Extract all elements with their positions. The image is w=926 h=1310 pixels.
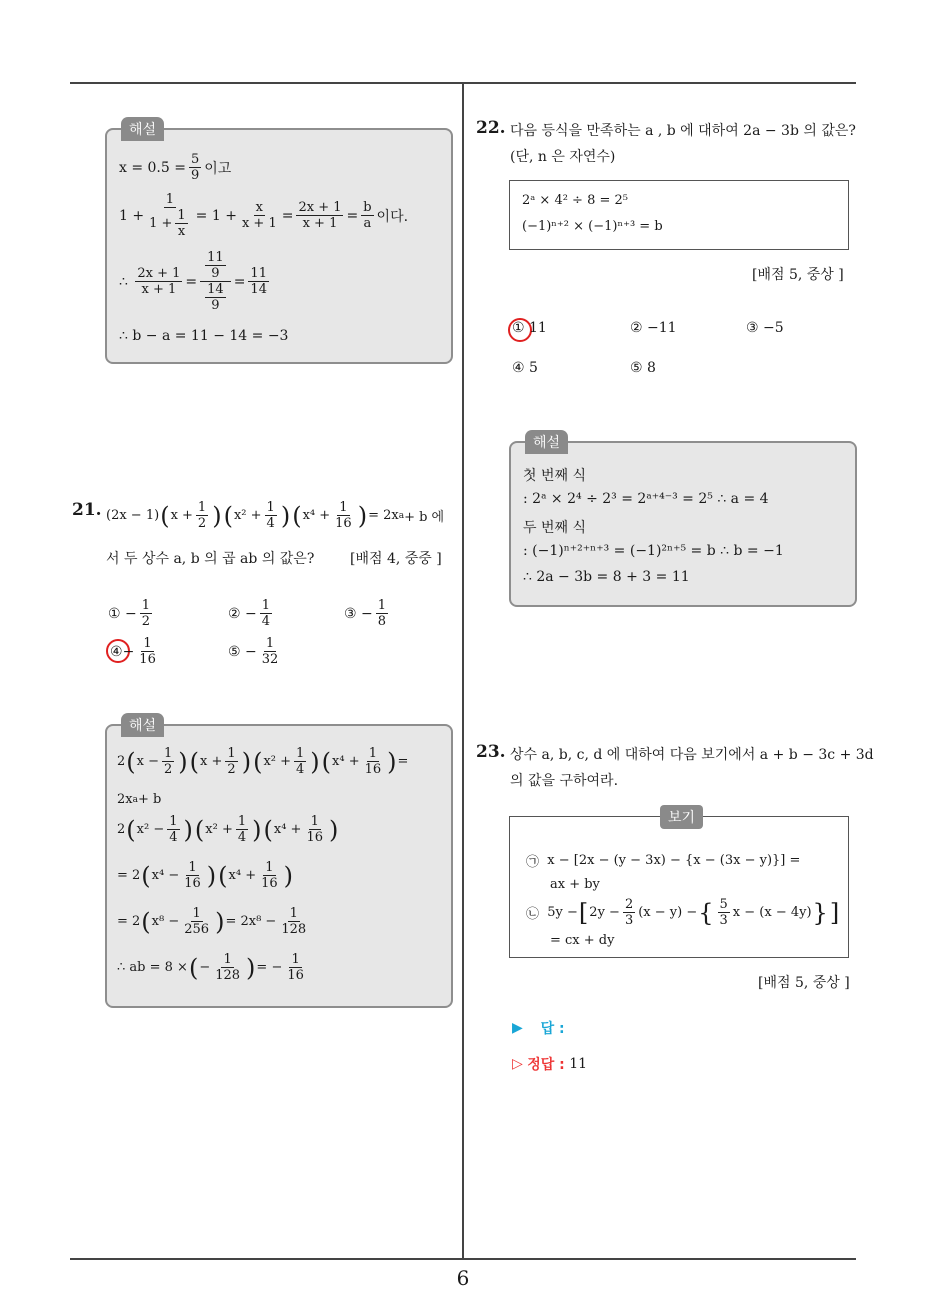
solution-tag: 해설 [121,117,164,141]
answer-label: 답 : [540,1021,565,1037]
q22-line2: (단, n 은 자연수) [510,149,616,165]
sol22-line4: : (−1)ⁿ⁺²⁺ⁿ⁺³ = (−1)²ⁿ⁺⁵ = b ∴ b = −1 [523,543,784,559]
question-number-21: 21. [72,500,102,520]
solution-box-20 [105,122,453,364]
q23-score: [배점 5, 중상 ] [758,975,850,991]
solution-box-21 [105,718,453,1008]
sol21-line4: = 2 ( x⁴ − $\frac{1}{16}$ ) ( x⁴ + $\frac{1}{16}$ ) [117,860,294,891]
play-arrow-icon: ▶ [512,1020,523,1036]
q21-choice-5[interactable]: ⑤ − $\frac{1}{32}$ [228,636,279,667]
sol21-line3: 2 ( x² − $\frac{1}{4}$ ) ( x² + $\frac{1}{4}$ ) ( x⁴ + $\frac{1}{16}$ ) [117,814,339,845]
question-number-22: 22. [476,118,506,138]
sol20-line1: x = 0.5̇ = $\frac{5}{9}$ 이고 [119,152,232,183]
q22-condition-box [509,180,849,250]
q23-item-2-cont: = cx + dy [550,933,615,948]
q22-choice-5[interactable]: ⑤ 8 [630,360,656,376]
answer-row [512,1018,565,1038]
sol20-line4: ∴ b − a = 11 − 14 = −3 [119,328,289,344]
q21-choice-2[interactable]: ② − $\frac{1}{4}$ [228,598,271,629]
sol22-line2: : 2ᵃ × 2⁴ ÷ 2³ = 2ᵃ⁺⁴⁻³ = 2⁵ ∴ a = 4 [523,491,769,507]
q22-choice-2[interactable]: ② −11 [630,320,677,336]
q22-condition-1: 2ᵃ × 4² ÷ 8 = 2⁵ [522,193,628,208]
correct-answer-row [512,1054,587,1074]
q21-choice-4[interactable]: ④ − $\frac{1}{16}$ [110,636,156,667]
solution-tag: 해설 [121,713,164,737]
sol21-line5: = 2 ( x⁸ − $\frac{1}{256}$ ) = 2x⁸ − $\frac{1}{128}$ [117,906,307,937]
sol22-line5: ∴ 2a − 3b = 8 + 3 = 11 [523,569,690,585]
sol21-line1: 2 ( x − $\frac{1}{2}$ ) ( x + $\frac{1}{2}$ ) ( x² + $\frac{1}{4}$ ) ( x⁴ + $\frac{1}{16}$ ) = [117,746,409,777]
solution-tag: 해설 [525,430,568,454]
example-tag: 보기 [660,805,703,829]
page-number: 6 [456,1266,470,1290]
sol21-line6: ∴ ab = 8 × ( − $\frac{1}{128}$ ) = − $\frac{1}{16}$ [117,952,304,983]
q21-score: [배점 4, 중중 ] [350,551,442,567]
sol22-line3: 두 번째 식 [523,520,586,536]
sol21-line2: 2x a + b [117,792,162,807]
solution-box-22 [509,435,857,607]
correct-answer-value: 11 [569,1056,588,1072]
q21-line1: (2x − 1) ( x + $\frac{1}{2}$ ) ( x² + $\frac{1}{4}$ ) ( x⁴ + $\frac{1}{16}$ ) = 2x a + b 에 [106,500,445,531]
q23-line1: 상수 a, b, c, d 에 대하여 다음 보기에서 a + b − 3c + 3d [510,747,874,763]
q22-choice-4[interactable]: ④ 5 [512,360,538,376]
q22-choice-1[interactable]: ① 11 [512,320,547,336]
q22-line1: 다음 등식을 만족하는 a , b 에 대하여 2a − 3b 의 값은? [510,123,856,139]
q23-example-box [509,810,849,958]
sol20-line2: 1 + 1 1 + $\frac{1}{x}$ = 1 + $\frac{x}{x + 1}$ = $\frac{2x + 1}{x + 1}$ = $\frac{b}{a}$ 이다. [119,192,409,239]
q23-item-1-cont: ax + by [550,877,600,892]
q22-score: [배점 5, 중상 ] [752,267,844,283]
q21-choice-1[interactable]: ① − $\frac{1}{2}$ [108,598,151,629]
q23-line2: 의 값을 구하여라. [510,773,619,789]
sol20-line3: ∴ $\frac{2x + 1}{x + 1}$ = $\frac{\frac{11}{9}}{\frac{14}{9}}$ = $\frac{11}{14}$ [119,250,267,313]
question-number-23: 23. [476,742,506,762]
correct-answer-label: 정답 : [527,1057,565,1073]
q22-choice-3[interactable]: ③ −5 [746,320,784,336]
q21-choice-3[interactable]: ③ − $\frac{1}{8}$ [344,598,387,629]
q21-line2: 서 두 상수 a, b 의 곱 ab 의 값은? [106,551,315,567]
q23-item-2: ㉡ 5y − [ 2y − $\frac{2}{3}$ (x − y) − { $\frac{5}{3}$ x − (x − 4y) } ] [526,897,840,928]
q22-condition-2: (−1)ⁿ⁺² × (−1)ⁿ⁺³ = b [522,219,663,234]
q23-item-1: ㉠ x − [2x − (y − 3x) − {x − (3x − y)}] = [526,853,801,870]
column-divider [462,84,464,1258]
bottom-rule [70,1258,856,1260]
sol22-line1: 첫 번째 식 [523,468,586,484]
outline-arrow-icon: ▷ [512,1056,523,1072]
